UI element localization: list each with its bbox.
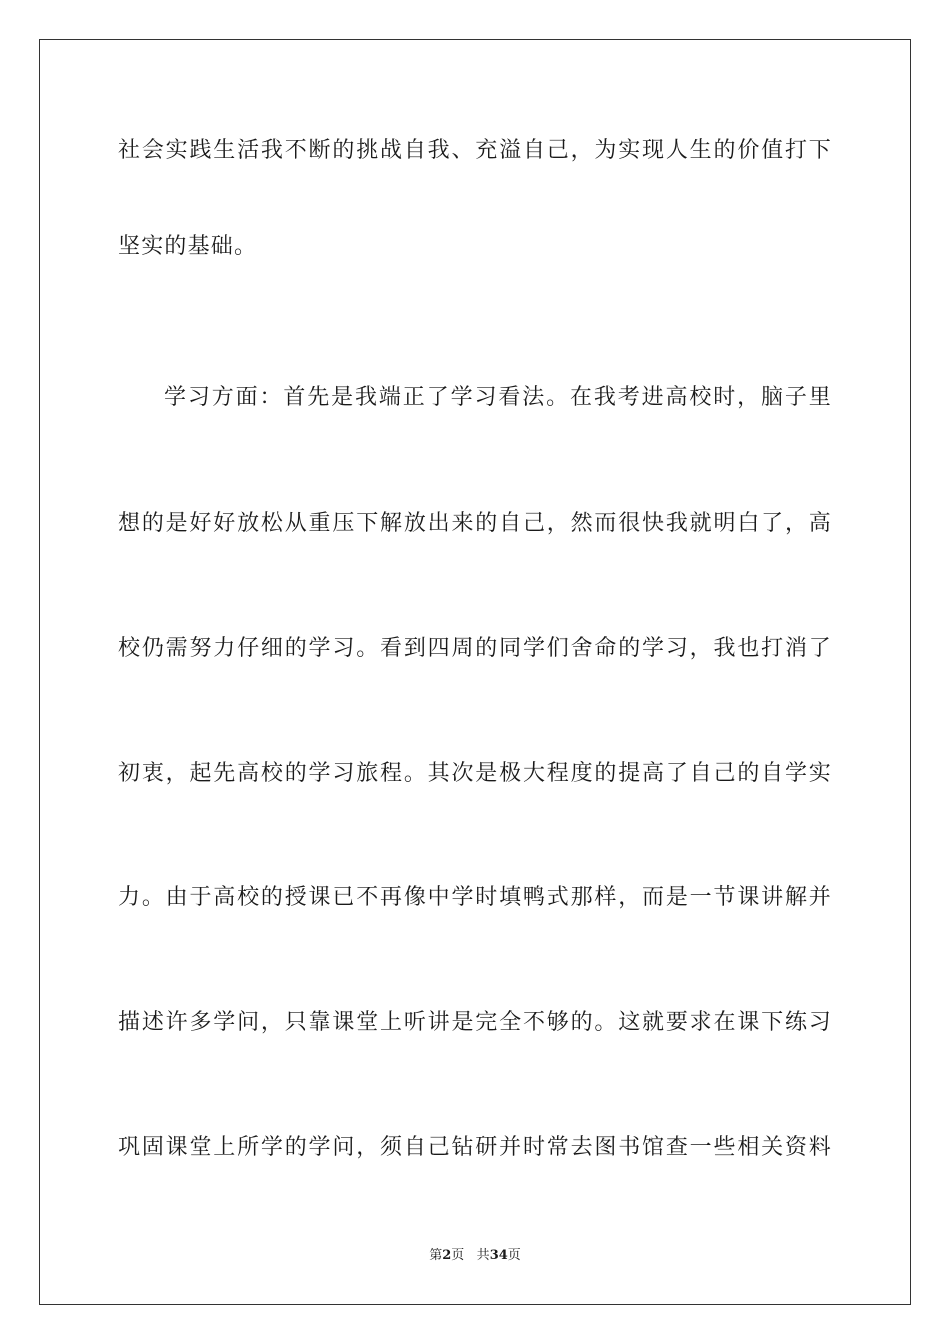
footer-page-number: 2 [442,1248,452,1263]
footer-total-number: 34 [489,1248,508,1263]
text-line-9: 巩固课堂上所学的学问，须自己钻研并时常去图书馆查一些相关资料 [118,1135,832,1160]
text-line-7: 力。由于高校的授课已不再像中学时填鸭式那样，而是一节课讲解并 [118,885,832,910]
page-border [39,39,911,1305]
text-line-5: 校仍需努力仔细的学习。看到四周的同学们舍命的学习，我也打消了 [118,636,832,661]
text-line-8: 描述许多学问，只靠课堂上听讲是完全不够的。这就要求在课下练习 [118,1010,832,1035]
text-line-6: 初衷，起先高校的学习旅程。其次是极大程度的提高了自己的自学实 [118,761,832,786]
footer-page-prefix: 第 [429,1248,443,1263]
text-line-1: 社会实践生活我不断的挑战自我、充溢自己，为实现人生的价值打下 [118,138,832,163]
footer-total-prefix: 共 [476,1248,490,1263]
footer-page-suffix: 页 [451,1248,465,1263]
text-line-2: 坚实的基础。 [118,234,258,259]
text-line-3: 学习方面：首先是我端正了学习看法。在我考进高校时，脑子里 [164,385,832,410]
footer-total-suffix: 页 [507,1248,521,1263]
page-footer [0,1246,950,1266]
text-line-4: 想的是好好放松从重压下解放出来的自己，然而很快我就明白了，高 [118,511,832,536]
